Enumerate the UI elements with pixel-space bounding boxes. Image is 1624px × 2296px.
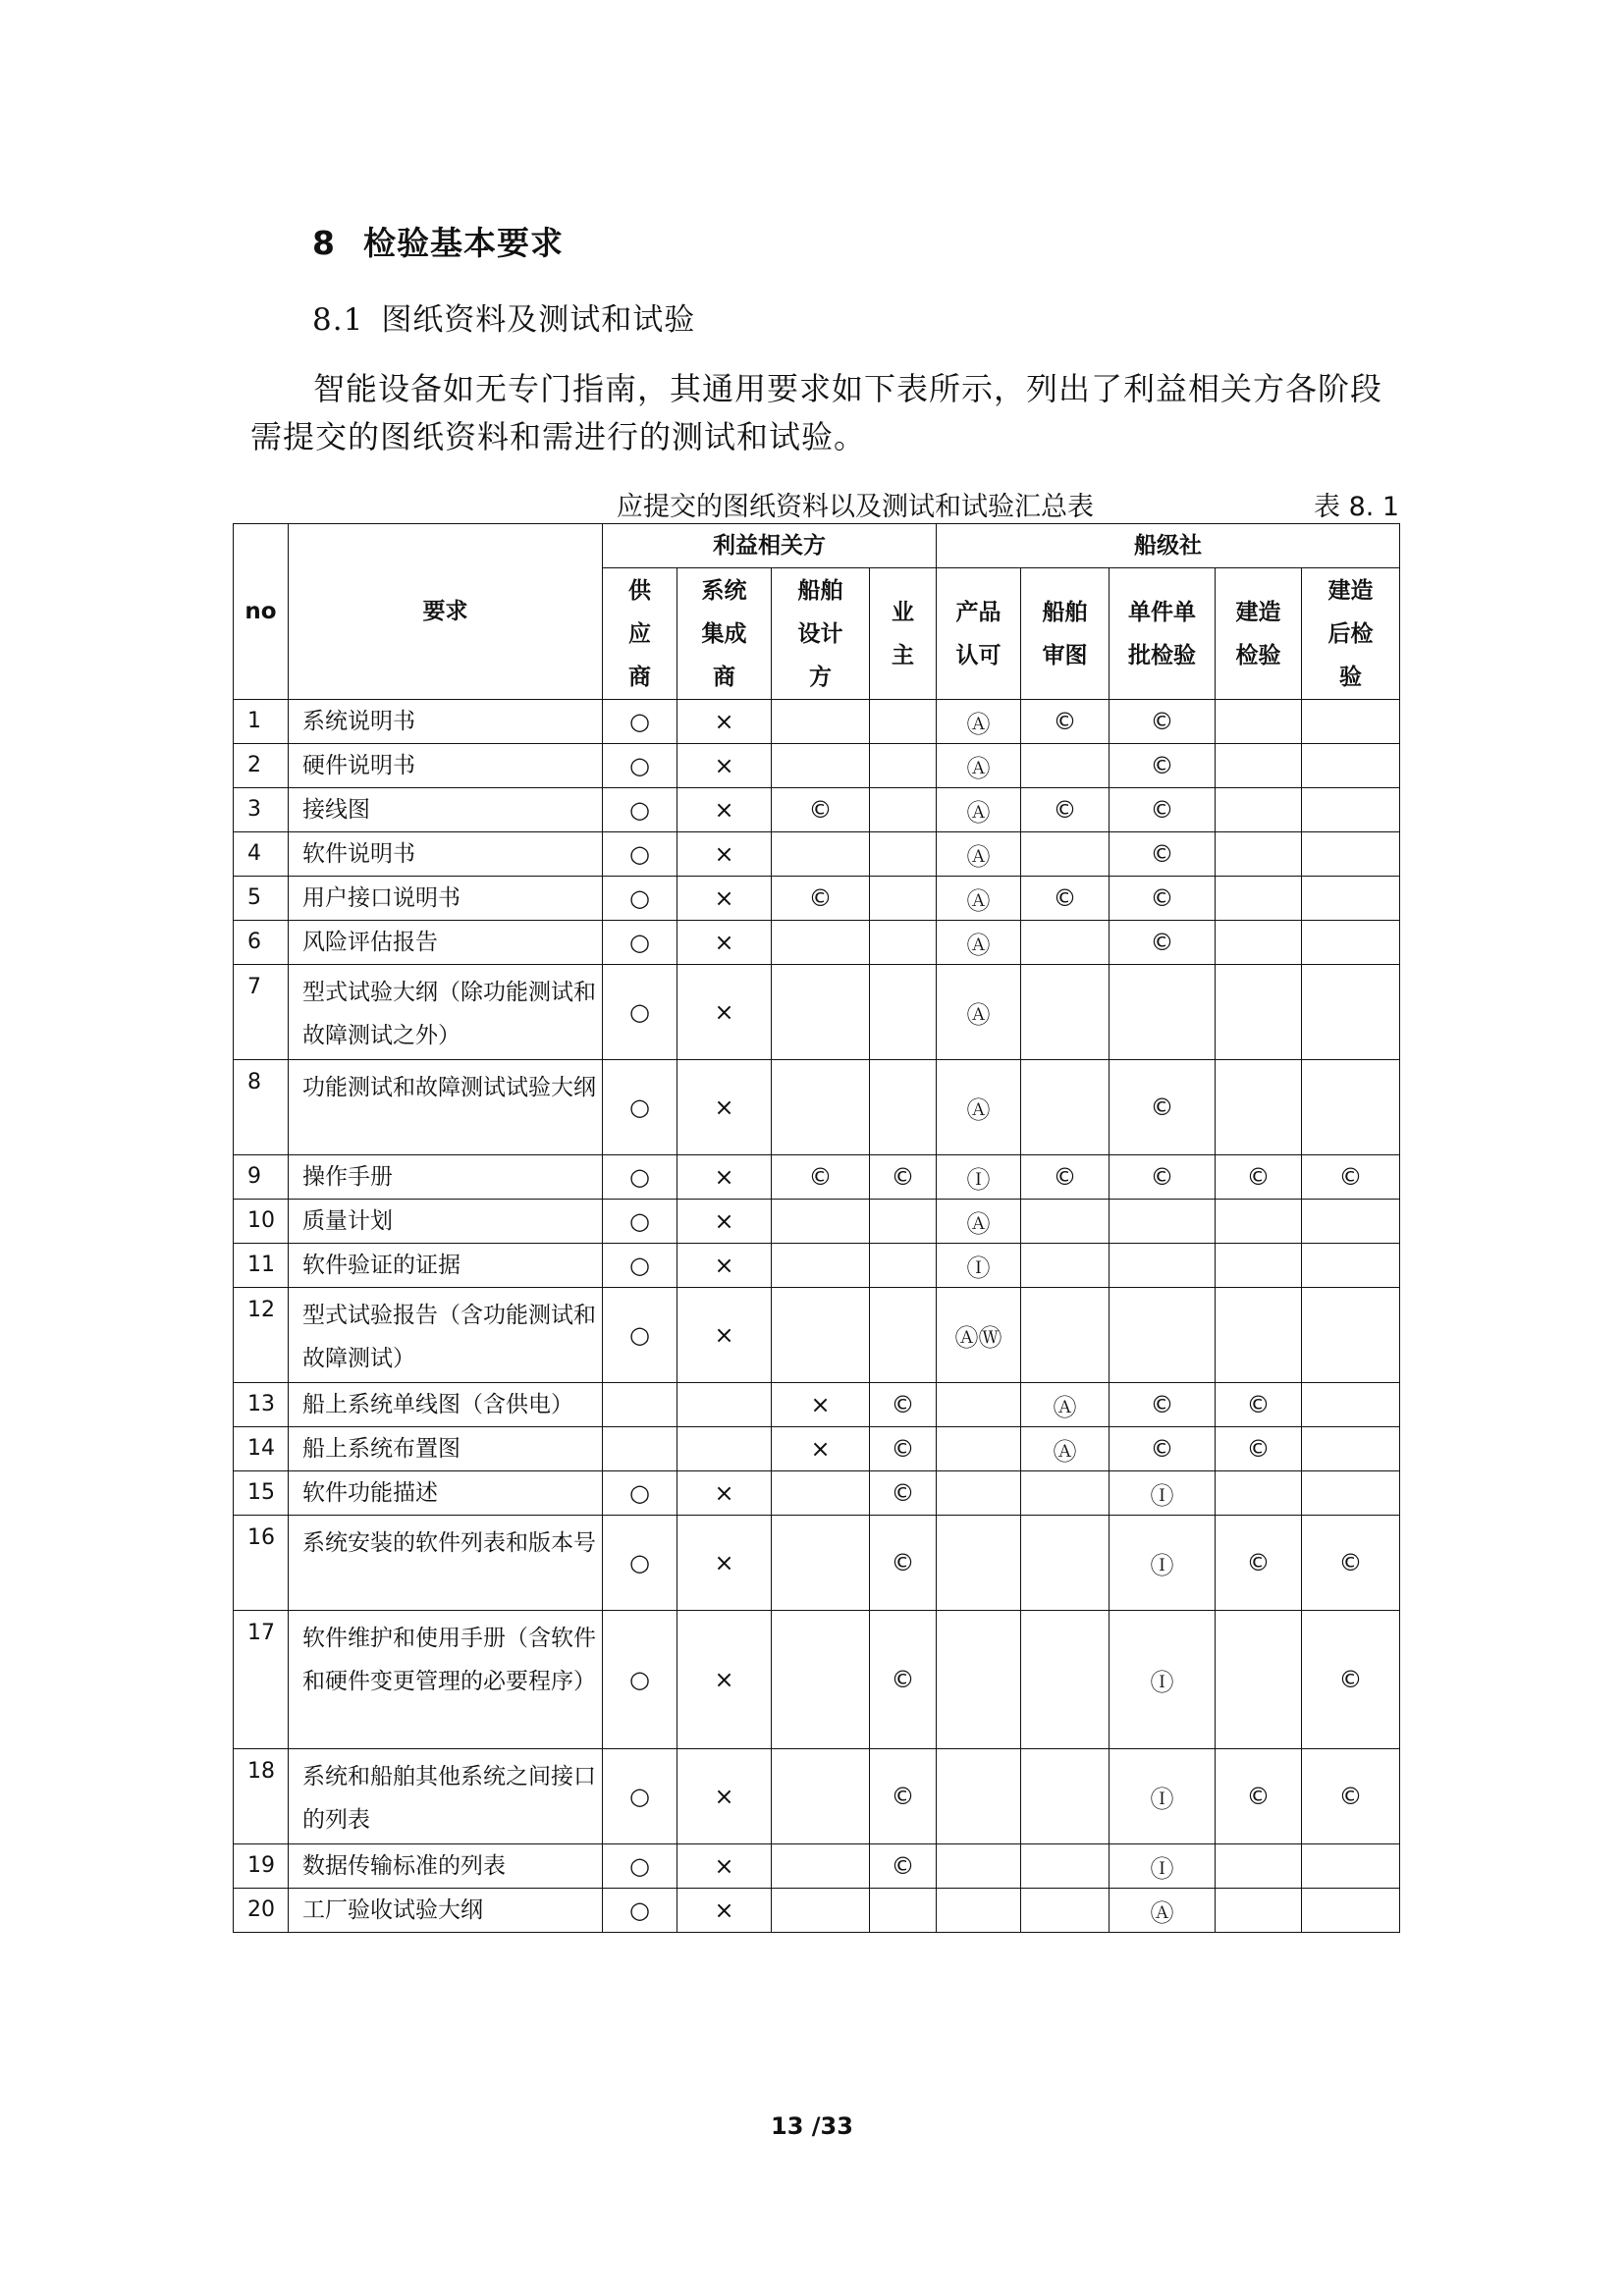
table-row (234, 1383, 1400, 1427)
mark-cell: Ⓐ (937, 700, 1021, 744)
requirements-table (233, 523, 1400, 1933)
row-requirement: 风险评估报告 (289, 921, 603, 965)
mark-cell: ○ (603, 1749, 677, 1844)
mark-cell: © (1302, 1611, 1400, 1749)
table-row (234, 921, 1400, 965)
mark-cell (1302, 700, 1400, 744)
mark-cell: © (1110, 788, 1216, 832)
mark-cell: © (870, 1611, 937, 1749)
row-number: 4 (234, 832, 289, 877)
mark-cell (937, 1383, 1021, 1427)
mark-cell (772, 1844, 870, 1889)
mark-cell: © (1216, 1749, 1302, 1844)
mark-cell: Ⓘ (1110, 1611, 1216, 1749)
mark-cell: ○ (603, 788, 677, 832)
table-row (234, 744, 1400, 788)
mark-cell: © (1110, 1155, 1216, 1200)
mark-cell: © (1110, 1060, 1216, 1155)
row-requirement: 软件验证的证据 (289, 1244, 603, 1288)
mark-cell (772, 965, 870, 1060)
mark-cell: Ⓐ (1021, 1427, 1110, 1471)
header-col-6: 船舶 审图 (1021, 568, 1110, 700)
mark-cell: Ⓐ (937, 1200, 1021, 1244)
row-number: 17 (234, 1611, 289, 1749)
mark-cell: © (1216, 1383, 1302, 1427)
mark-cell: Ⓐ (937, 832, 1021, 877)
mark-cell (1302, 1200, 1400, 1244)
mark-cell (1021, 1060, 1110, 1155)
mark-cell (1110, 1288, 1216, 1383)
table-row (234, 788, 1400, 832)
mark-cell (1021, 1244, 1110, 1288)
mark-cell (772, 1288, 870, 1383)
row-requirement: 软件功能描述 (289, 1471, 603, 1516)
mark-cell (870, 832, 937, 877)
mark-cell: © (1302, 1749, 1400, 1844)
mark-cell (937, 1844, 1021, 1889)
mark-cell (677, 1383, 772, 1427)
mark-cell (870, 744, 937, 788)
mark-cell (1216, 1889, 1302, 1933)
mark-cell (1302, 1383, 1400, 1427)
mark-cell (772, 1471, 870, 1516)
mark-cell (870, 1060, 937, 1155)
mark-cell (1302, 1288, 1400, 1383)
row-requirement: 型式试验报告（含功能测试和故障测试） (289, 1288, 603, 1383)
row-number: 12 (234, 1288, 289, 1383)
mark-cell (772, 921, 870, 965)
header-requirement: 要求 (289, 524, 603, 700)
mark-cell: Ⓘ (1110, 1471, 1216, 1516)
table-row (234, 832, 1400, 877)
table-row (234, 1611, 1400, 1749)
mark-cell (870, 921, 937, 965)
row-number: 15 (234, 1471, 289, 1516)
mark-cell (937, 1611, 1021, 1749)
mark-cell: × (677, 1060, 772, 1155)
header-col-1: 供 应 商 (603, 568, 677, 700)
mark-cell: × (677, 1749, 772, 1844)
mark-cell (870, 1288, 937, 1383)
table-row (234, 1844, 1400, 1889)
mark-cell: × (677, 1244, 772, 1288)
mark-cell (1302, 1060, 1400, 1155)
mark-cell: ○ (603, 1244, 677, 1288)
table-caption: 应提交的图纸资料以及测试和试验汇总表 (617, 492, 1094, 522)
mark-cell (1216, 1060, 1302, 1155)
mark-cell: × (772, 1383, 870, 1427)
mark-cell (772, 744, 870, 788)
mark-cell (1216, 1611, 1302, 1749)
mark-cell: ○ (603, 1611, 677, 1749)
mark-cell: ⒶⓌ (937, 1288, 1021, 1383)
table-row (234, 877, 1400, 921)
mark-cell (1021, 1200, 1110, 1244)
row-requirement: 接线图 (289, 788, 603, 832)
mark-cell (772, 1749, 870, 1844)
mark-cell (937, 1749, 1021, 1844)
mark-cell (1216, 832, 1302, 877)
intro-paragraph: 智能设备如无专门指南，其通用要求如下表所示，列出了利益相关方各阶段需提交的图纸资料和需进行的测试和试验。 (250, 370, 1383, 455)
mark-cell: © (870, 1844, 937, 1889)
mark-cell (1110, 1200, 1216, 1244)
mark-cell (1216, 1200, 1302, 1244)
row-number: 20 (234, 1889, 289, 1933)
mark-cell (1021, 965, 1110, 1060)
mark-cell (937, 1427, 1021, 1471)
mark-cell: ○ (603, 744, 677, 788)
subsection-number: 8.1 (312, 302, 364, 338)
table-row (234, 1060, 1400, 1155)
mark-cell (772, 1060, 870, 1155)
row-number: 3 (234, 788, 289, 832)
mark-cell: ○ (603, 1844, 677, 1889)
mark-cell: © (772, 788, 870, 832)
section-number: 8 (312, 224, 336, 262)
mark-cell: Ⓐ (937, 921, 1021, 965)
mark-cell (937, 1889, 1021, 1933)
mark-cell (772, 832, 870, 877)
mark-cell: × (677, 1155, 772, 1200)
mark-cell: × (772, 1427, 870, 1471)
mark-cell: × (677, 788, 772, 832)
mark-cell (1302, 965, 1400, 1060)
row-requirement: 数据传输标准的列表 (289, 1844, 603, 1889)
mark-cell: × (677, 1200, 772, 1244)
table-row (234, 1516, 1400, 1611)
row-requirement: 系统和船舶其他系统之间接口的列表 (289, 1749, 603, 1844)
mark-cell: © (870, 1427, 937, 1471)
mark-cell: ○ (603, 1471, 677, 1516)
row-number: 7 (234, 965, 289, 1060)
mark-cell: ○ (603, 1060, 677, 1155)
mark-cell (1216, 1471, 1302, 1516)
mark-cell: © (1110, 877, 1216, 921)
subsection-heading (312, 294, 695, 339)
mark-cell: × (677, 965, 772, 1060)
mark-cell: ○ (603, 1155, 677, 1200)
mark-cell (1216, 1288, 1302, 1383)
mark-cell (870, 700, 937, 744)
mark-cell: © (1302, 1155, 1400, 1200)
header-col-2: 系统 集成 商 (677, 568, 772, 700)
row-requirement: 系统说明书 (289, 700, 603, 744)
row-requirement: 系统安装的软件列表和版本号 (289, 1516, 603, 1611)
mark-cell (1021, 921, 1110, 965)
mark-cell (772, 1244, 870, 1288)
mark-cell: © (1110, 1427, 1216, 1471)
mark-cell: × (677, 700, 772, 744)
mark-cell (1021, 1471, 1110, 1516)
mark-cell (772, 1889, 870, 1933)
row-requirement: 质量计划 (289, 1200, 603, 1244)
mark-cell: © (870, 1471, 937, 1516)
table-row (234, 1889, 1400, 1933)
mark-cell (937, 1471, 1021, 1516)
mark-cell (772, 700, 870, 744)
header-col-7: 单件单 批检验 (1110, 568, 1216, 700)
page-number: 13 /33 (771, 2112, 853, 2140)
mark-cell: × (677, 1611, 772, 1749)
mark-cell: © (1021, 700, 1110, 744)
mark-cell (1216, 744, 1302, 788)
mark-cell: © (1021, 1155, 1110, 1200)
header-col-4: 业 主 (870, 568, 937, 700)
mark-cell: © (870, 1383, 937, 1427)
mark-cell: × (677, 1889, 772, 1933)
mark-cell: © (1021, 788, 1110, 832)
mark-cell (870, 1200, 937, 1244)
mark-cell: Ⓘ (1110, 1749, 1216, 1844)
mark-cell (1021, 1611, 1110, 1749)
mark-cell (603, 1383, 677, 1427)
mark-cell (1021, 1844, 1110, 1889)
mark-cell: © (1302, 1516, 1400, 1611)
header-group-classification: 船级社 (937, 524, 1400, 568)
header-col-3: 船舶 设计 方 (772, 568, 870, 700)
row-requirement: 型式试验大纲（除功能测试和故障测试之外） (289, 965, 603, 1060)
mark-cell: © (1110, 832, 1216, 877)
mark-cell (772, 1611, 870, 1749)
mark-cell (870, 965, 937, 1060)
mark-cell: © (870, 1749, 937, 1844)
table-row (234, 1749, 1400, 1844)
row-number: 9 (234, 1155, 289, 1200)
mark-cell: × (677, 1516, 772, 1611)
mark-cell: © (1110, 744, 1216, 788)
row-number: 11 (234, 1244, 289, 1288)
row-requirement: 船上系统单线图（含供电） (289, 1383, 603, 1427)
mark-cell (1021, 1749, 1110, 1844)
table-row (234, 1155, 1400, 1200)
header-col-9: 建造 后检 验 (1302, 568, 1400, 700)
mark-cell: © (1216, 1516, 1302, 1611)
row-requirement: 操作手册 (289, 1155, 603, 1200)
mark-cell (1302, 744, 1400, 788)
mark-cell: © (1110, 921, 1216, 965)
mark-cell (1302, 1244, 1400, 1288)
section-title: 检验基本要求 (362, 224, 564, 262)
row-requirement: 工厂验收试验大纲 (289, 1889, 603, 1933)
row-number: 18 (234, 1749, 289, 1844)
section-heading (312, 218, 564, 264)
mark-cell: © (772, 877, 870, 921)
mark-cell (1110, 965, 1216, 1060)
row-requirement: 软件维护和使用手册（含软件和硬件变更管理的必要程序） (289, 1611, 603, 1749)
mark-cell: × (677, 1471, 772, 1516)
mark-cell: × (677, 744, 772, 788)
mark-cell: × (677, 877, 772, 921)
mark-cell: Ⓐ (937, 744, 1021, 788)
mark-cell (772, 1516, 870, 1611)
mark-cell: © (1021, 877, 1110, 921)
mark-cell (870, 788, 937, 832)
table-label: 表 8. 1 (1314, 492, 1400, 522)
mark-cell (1216, 877, 1302, 921)
mark-cell: Ⓘ (1110, 1844, 1216, 1889)
row-number: 8 (234, 1060, 289, 1155)
table-row (234, 700, 1400, 744)
row-requirement: 硬件说明书 (289, 744, 603, 788)
mark-cell: ○ (603, 1288, 677, 1383)
mark-cell: ○ (603, 1516, 677, 1611)
table-row (234, 1427, 1400, 1471)
mark-cell (870, 877, 937, 921)
mark-cell: Ⓐ (1110, 1889, 1216, 1933)
row-requirement: 船上系统布置图 (289, 1427, 603, 1471)
mark-cell (1302, 788, 1400, 832)
subsection-title: 图纸资料及测试和试验 (381, 302, 696, 338)
header-col-8: 建造 检验 (1216, 568, 1302, 700)
header-no: no (234, 524, 289, 700)
mark-cell: Ⓘ (937, 1155, 1021, 1200)
row-number: 2 (234, 744, 289, 788)
mark-cell (870, 1244, 937, 1288)
mark-cell: ○ (603, 1889, 677, 1933)
mark-cell: Ⓐ (937, 1060, 1021, 1155)
row-number: 16 (234, 1516, 289, 1611)
mark-cell: × (677, 1288, 772, 1383)
header-group-stakeholders: 利益相关方 (603, 524, 937, 568)
mark-cell (1302, 921, 1400, 965)
mark-cell: © (1216, 1155, 1302, 1200)
mark-cell: ○ (603, 921, 677, 965)
mark-cell: ○ (603, 965, 677, 1060)
row-requirement: 用户接口说明书 (289, 877, 603, 921)
row-number: 14 (234, 1427, 289, 1471)
mark-cell (870, 1889, 937, 1933)
mark-cell: © (1216, 1427, 1302, 1471)
table-row (234, 1200, 1400, 1244)
row-number: 1 (234, 700, 289, 744)
row-number: 5 (234, 877, 289, 921)
mark-cell (1021, 1516, 1110, 1611)
mark-cell: Ⓘ (1110, 1516, 1216, 1611)
mark-cell: Ⓘ (937, 1244, 1021, 1288)
mark-cell (1216, 965, 1302, 1060)
table-row (234, 965, 1400, 1060)
mark-cell: © (1110, 700, 1216, 744)
mark-cell (1021, 832, 1110, 877)
mark-cell (1021, 1889, 1110, 1933)
row-number: 19 (234, 1844, 289, 1889)
row-number: 6 (234, 921, 289, 965)
mark-cell (1216, 1844, 1302, 1889)
row-requirement: 功能测试和故障测试试验大纲 (289, 1060, 603, 1155)
mark-cell: × (677, 1844, 772, 1889)
mark-cell (937, 1516, 1021, 1611)
mark-cell: © (772, 1155, 870, 1200)
table-row (234, 1471, 1400, 1516)
row-number: 13 (234, 1383, 289, 1427)
mark-cell (1216, 921, 1302, 965)
header-col-5: 产品 认可 (937, 568, 1021, 700)
mark-cell: ○ (603, 877, 677, 921)
mark-cell: Ⓐ (937, 877, 1021, 921)
mark-cell (1216, 788, 1302, 832)
mark-cell: × (677, 921, 772, 965)
mark-cell (677, 1427, 772, 1471)
mark-cell: ○ (603, 1200, 677, 1244)
mark-cell (603, 1427, 677, 1471)
mark-cell: © (1110, 1383, 1216, 1427)
mark-cell (1021, 744, 1110, 788)
row-number: 10 (234, 1200, 289, 1244)
mark-cell (1302, 1844, 1400, 1889)
table-row (234, 1244, 1400, 1288)
mark-cell (1216, 700, 1302, 744)
mark-cell: Ⓐ (937, 788, 1021, 832)
mark-cell: © (870, 1155, 937, 1200)
mark-cell (1216, 1244, 1302, 1288)
mark-cell (1302, 1889, 1400, 1933)
mark-cell (1302, 832, 1400, 877)
mark-cell (1021, 1288, 1110, 1383)
mark-cell (1302, 1471, 1400, 1516)
mark-cell (772, 1200, 870, 1244)
mark-cell (1302, 877, 1400, 921)
mark-cell: Ⓐ (1021, 1383, 1110, 1427)
mark-cell: ○ (603, 700, 677, 744)
mark-cell (1110, 1244, 1216, 1288)
mark-cell: × (677, 832, 772, 877)
mark-cell: ○ (603, 832, 677, 877)
mark-cell: Ⓐ (937, 965, 1021, 1060)
mark-cell (1302, 1427, 1400, 1471)
mark-cell: © (870, 1516, 937, 1611)
table-row (234, 1288, 1400, 1383)
row-requirement: 软件说明书 (289, 832, 603, 877)
